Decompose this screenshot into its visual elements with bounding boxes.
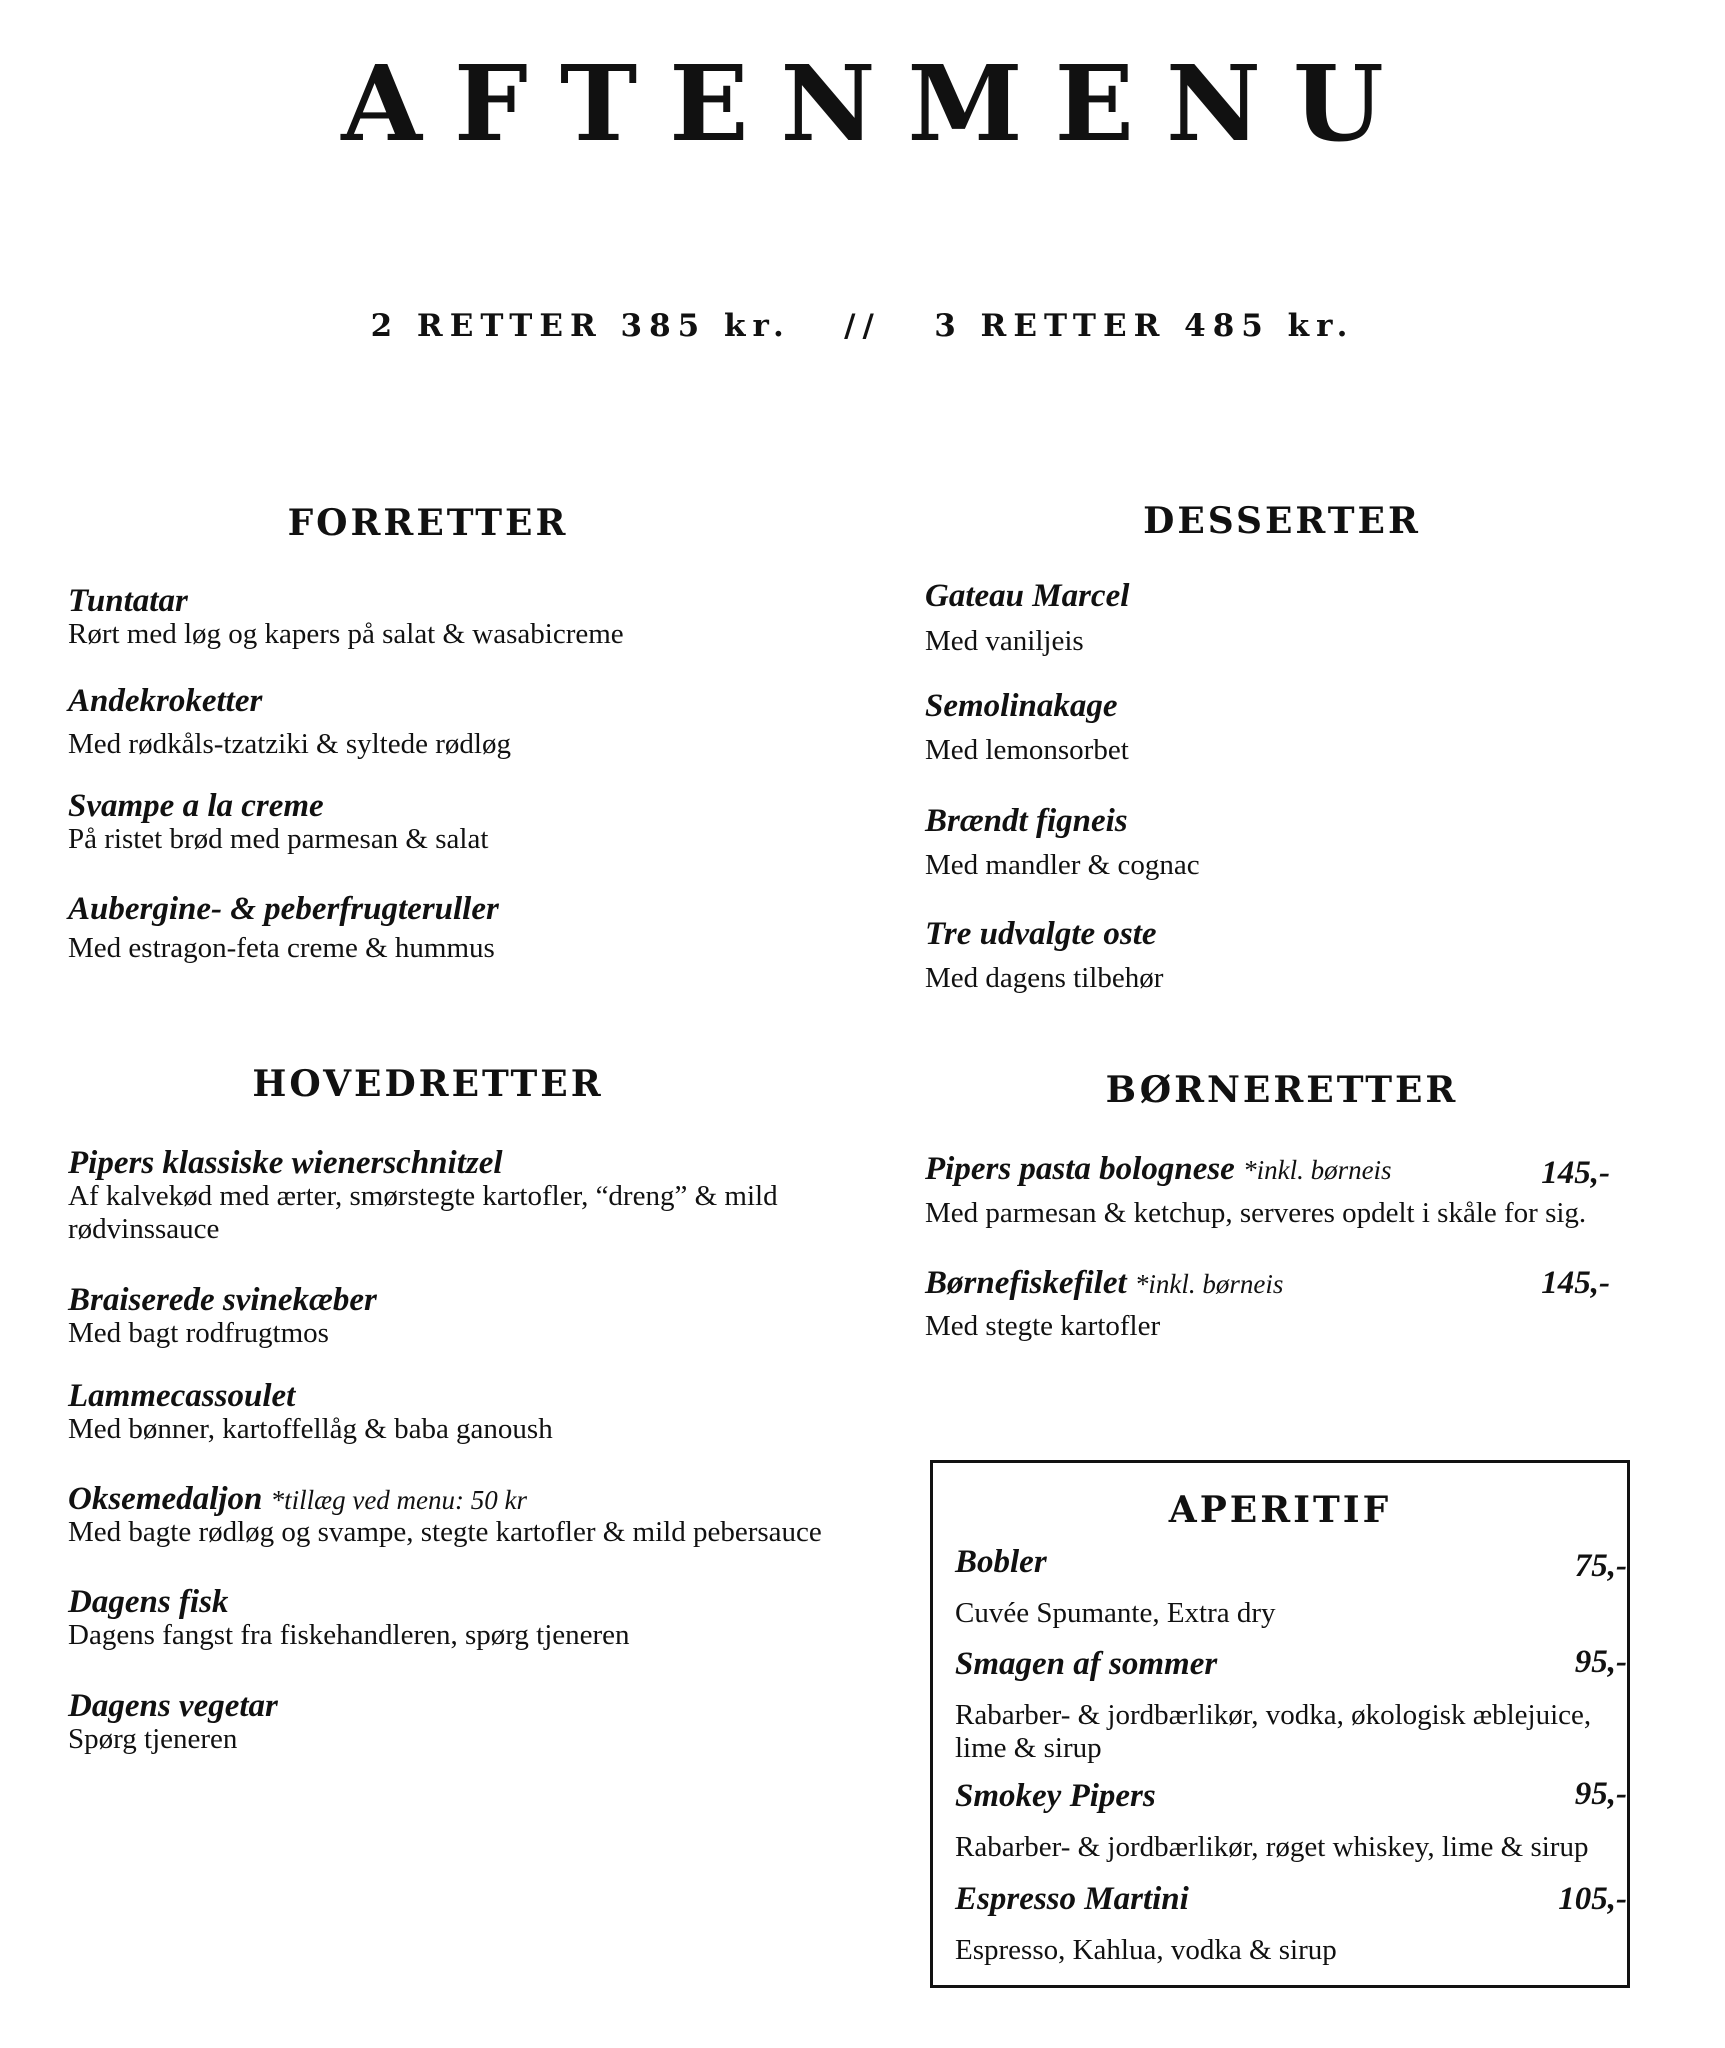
borneret-name-text: Pipers pasta bolognese: [925, 1151, 1235, 1187]
borneret-name: [925, 1267, 1283, 1300]
aperitif-desc: Espresso, Kahlua, vodka & sirup: [955, 1934, 1337, 1966]
aperitif-price: 95,-: [1574, 1776, 1627, 1812]
menu-title: AFTENMENU: [341, 42, 1416, 165]
desserter-heading: DESSERTER: [1143, 500, 1421, 542]
hovedret-name: Dagens vegetar: [68, 1688, 278, 1724]
borneret-name-text: Børnefiskefilet: [925, 1265, 1127, 1301]
hovedret-desc: Af kalvekød med ærter, smørstegte kartofler, “dreng” & mild rødvinssauce: [68, 1180, 778, 1245]
forretter-heading: FORRETTER: [287, 502, 569, 544]
forret-desc: Med rødkåls-tzatziki & syltede rødløg: [68, 728, 511, 760]
borneret-desc: Med parmesan & ketchup, serveres opdelt i skåle for sig.: [925, 1197, 1587, 1229]
aperitif-name: Smagen af sommer: [955, 1646, 1218, 1682]
menu-surcharge-note: *tillæg ved menu: 50 kr: [270, 1485, 528, 1515]
aperitif-name: Espresso Martini: [955, 1881, 1189, 1917]
borneret-name: [925, 1153, 1392, 1186]
aperitif-name: Bobler: [955, 1544, 1047, 1580]
hovedret-name-text: Oksemedaljon: [68, 1481, 263, 1517]
forret-name: Svampe a la creme: [68, 788, 324, 824]
hovedret-name: Braiserede svinekæber: [68, 1282, 377, 1318]
borneret-price: 145,-: [1541, 1155, 1610, 1191]
forret-name: Andekroketter: [68, 683, 263, 719]
hovedret-name: Lammecassoulet: [68, 1378, 296, 1414]
forret-desc: Med estragon-feta creme & hummus: [68, 932, 495, 964]
dessert-name: Gateau Marcel: [925, 578, 1130, 614]
aperitif-name: Smokey Pipers: [955, 1778, 1156, 1814]
includes-ice-cream-note: *inkl. børneis: [1243, 1155, 1392, 1185]
borneret-desc: Med stegte kartofler: [925, 1310, 1161, 1342]
hovedret-name: Pipers klassiske wienerschnitzel: [68, 1145, 503, 1181]
dessert-name: Brændt figneis: [925, 803, 1128, 839]
dessert-name: Semolinakage: [925, 688, 1118, 724]
hovedret-desc: Med bagte rødløg og svampe, stegte kartofler & mild pebersauce: [68, 1516, 822, 1548]
forret-name: Tuntatar: [68, 583, 188, 619]
set-menu-prices: 2 RETTER 385 kr. // 3 RETTER 485 kr.: [370, 308, 1355, 344]
hovedret-name: [68, 1483, 527, 1516]
dessert-desc: Med mandler & cognac: [925, 849, 1200, 881]
aperitif-price: 105,-: [1558, 1881, 1627, 1917]
aperitif-desc: Cuvée Spumante, Extra dry: [955, 1597, 1276, 1629]
hovedret-name: Dagens fisk: [68, 1584, 229, 1620]
aperitif-price: 75,-: [1574, 1548, 1627, 1584]
aperitif-desc: Rabarber- & jordbærlikør, røget whiskey, lime & sirup: [955, 1831, 1589, 1863]
dessert-desc: Med vaniljeis: [925, 625, 1084, 657]
hovedret-desc: Med bagt rodfrugtmos: [68, 1317, 329, 1349]
aperitif-price: 95,-: [1574, 1644, 1627, 1680]
hovedret-desc: Spørg tjeneren: [68, 1723, 238, 1755]
hovedret-desc: Med bønner, kartoffellåg & baba ganoush: [68, 1413, 553, 1445]
dessert-desc: Med lemonsorbet: [925, 734, 1129, 766]
borneret-price: 145,-: [1541, 1265, 1610, 1301]
hovedretter-heading: HOVEDRETTER: [252, 1063, 604, 1105]
borneretter-heading: BØRNERETTER: [1105, 1069, 1459, 1111]
dessert-name: Tre udvalgte oste: [925, 916, 1157, 952]
hovedret-desc: Dagens fangst fra fiskehandleren, spørg tjeneren: [68, 1619, 630, 1651]
forret-desc: På ristet brød med parmesan & salat: [68, 823, 489, 855]
includes-ice-cream-note: *inkl. børneis: [1134, 1269, 1284, 1299]
forret-name: Aubergine- & peberfrugteruller: [68, 891, 499, 927]
dessert-desc: Med dagens tilbehør: [925, 962, 1164, 994]
aperitif-heading: APERITIF: [1168, 1489, 1392, 1531]
forret-desc: Rørt med løg og kapers på salat & wasabicreme: [68, 618, 624, 650]
aperitif-desc: Rabarber- & jordbærlikør, vodka, økologisk æblejuice, lime & sirup: [955, 1699, 1592, 1764]
